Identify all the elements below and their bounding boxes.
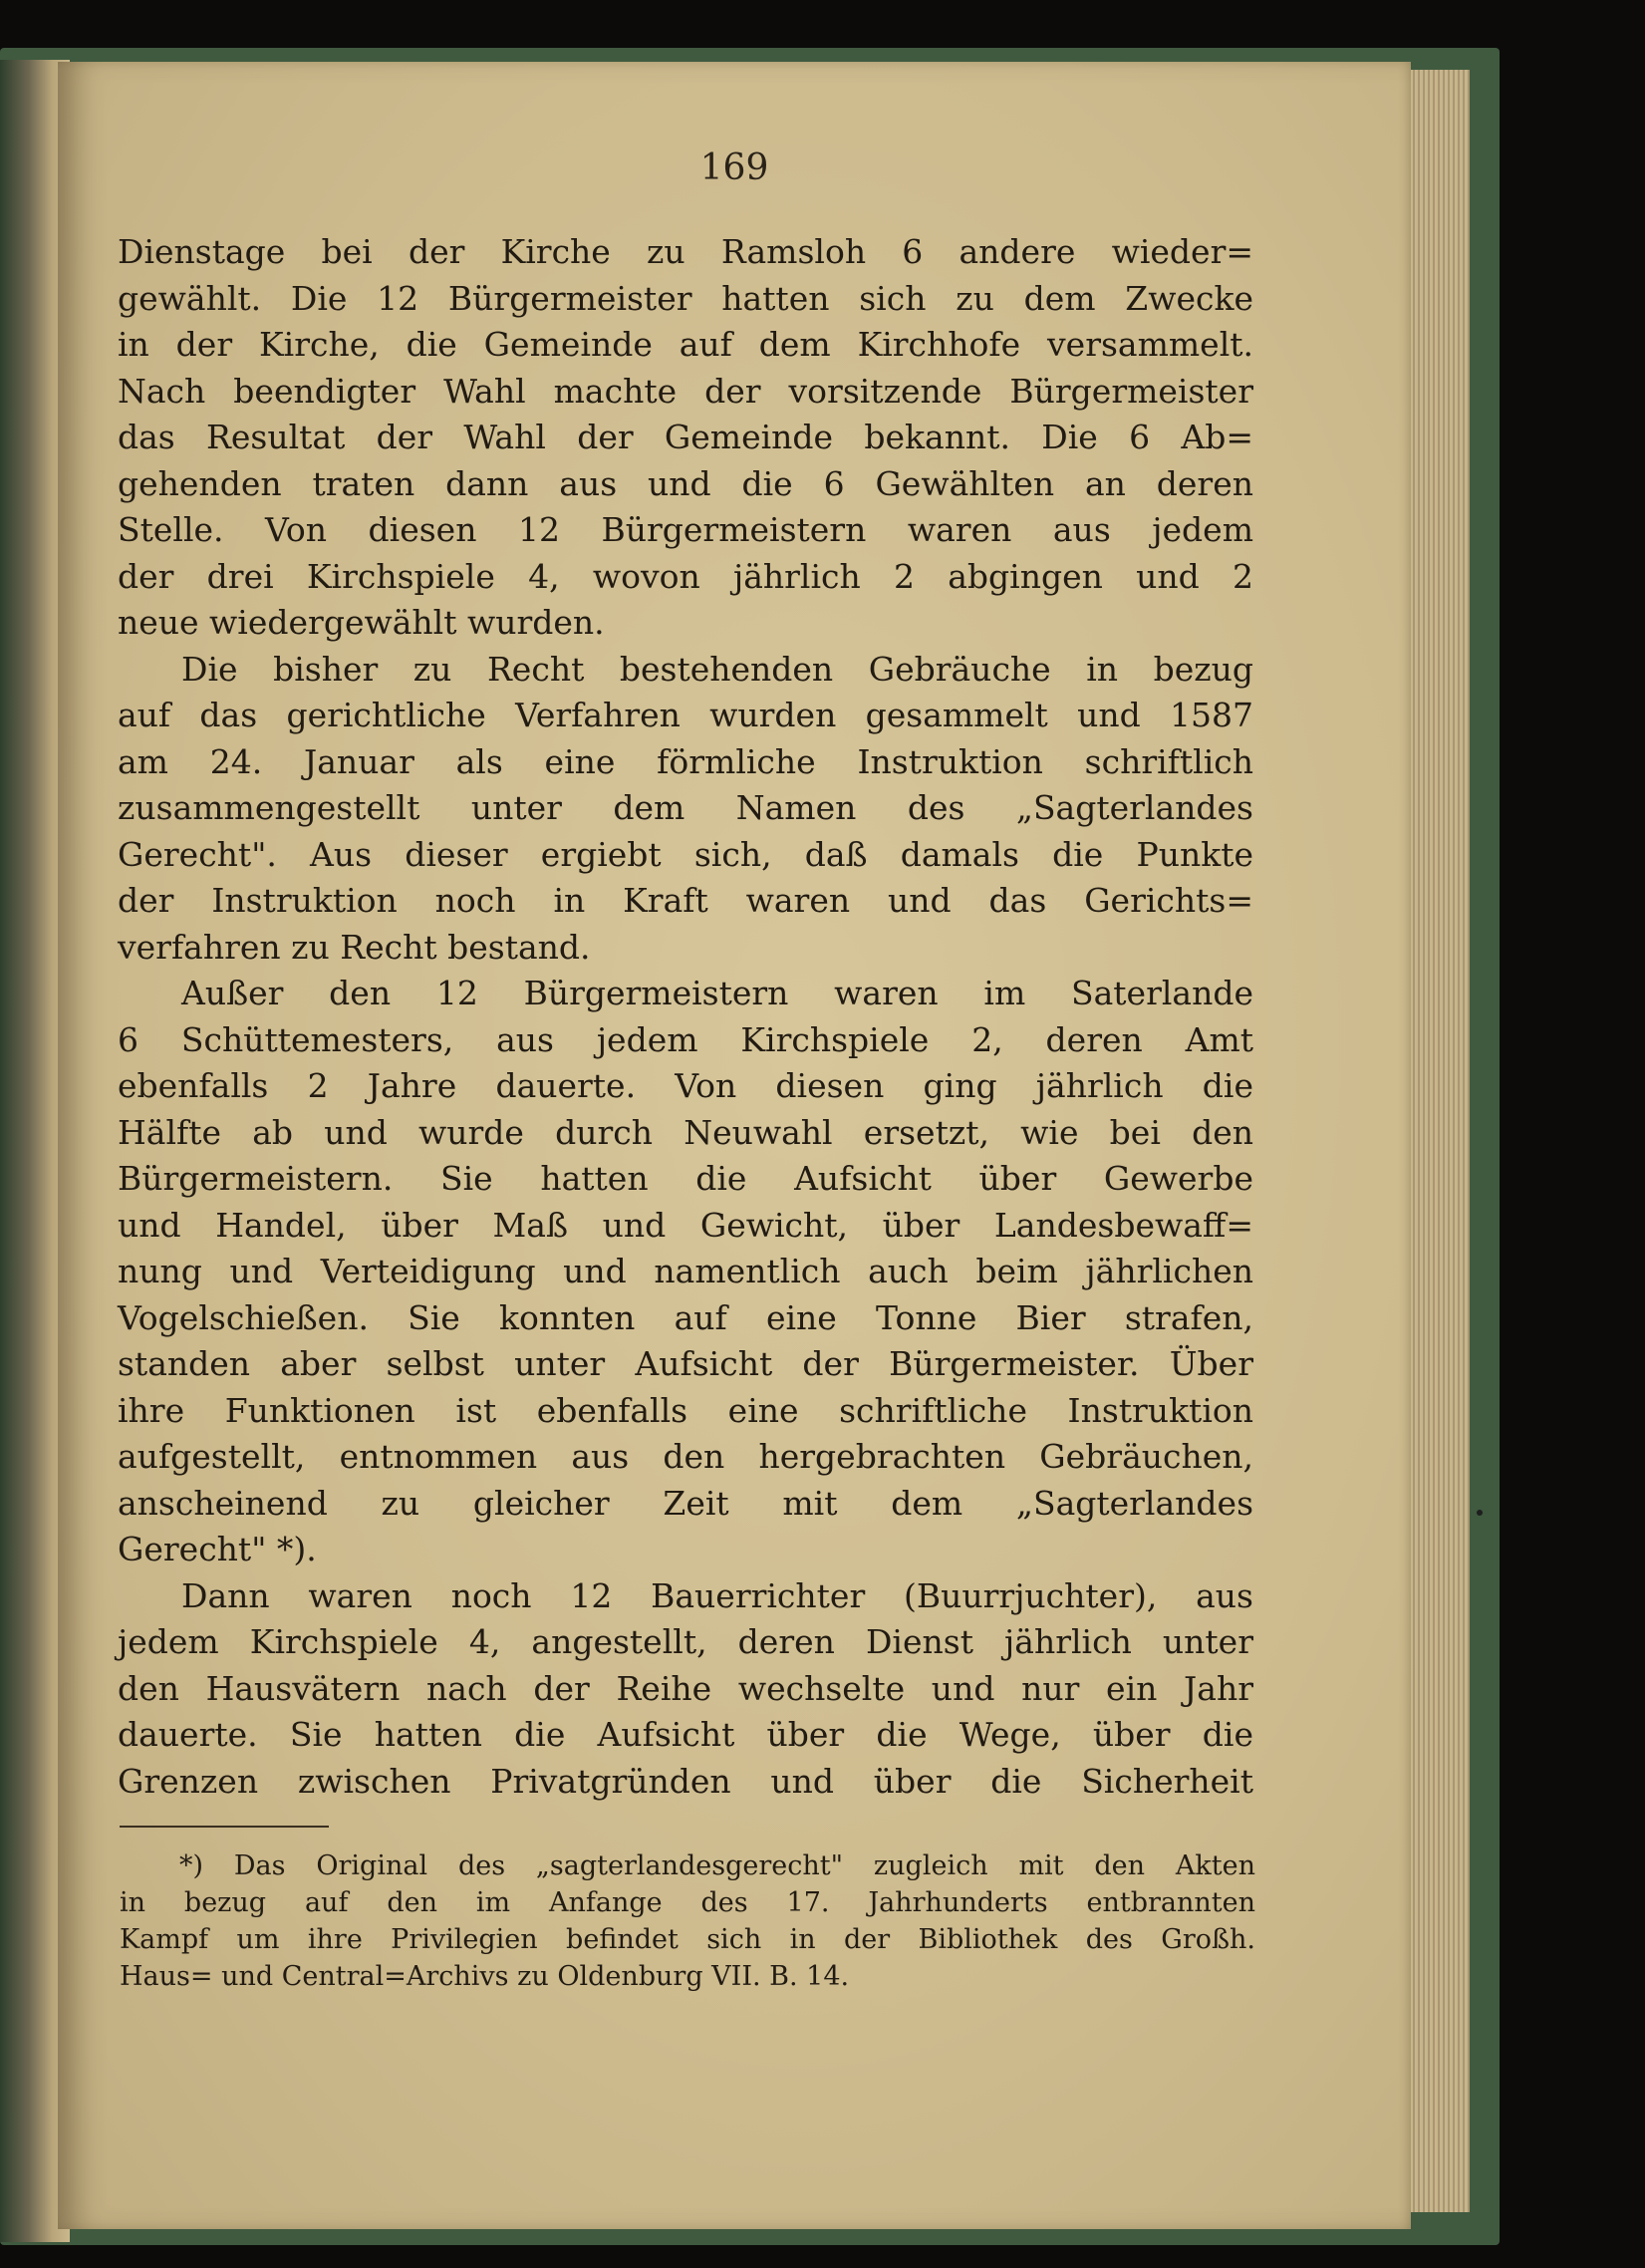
text-line: Gerecht" *). [118,1530,317,1568]
text-line: Hälfte ab und wurde durch Neuwahl ersetzt, wie bei den [118,1112,1253,1152]
text-line: Stelle. Von diesen 12 Bürgermeistern waren aus jedem [118,510,1253,549]
text-line: das Resultat der Wahl der Gemeinde bekannt. Die 6 Ab= [118,418,1253,456]
text-line: der drei Kirchspiele 4, wovon jährlich 2 abgingen und 2 [118,556,1253,596]
text-line: auf das gerichtliche Verfahren wurden gesammelt und 1587 [118,696,1253,734]
text-line: in der Kirche, die Gemeinde auf dem Kirchhofe versammelt. [118,325,1253,364]
footnote-line: in bezug auf den im Anfange des 17. Jahrhunderts entbrannten [120,1887,1255,1918]
text-line: Vogelschießen. Sie konnten auf eine Tonne Bier strafen, [118,1297,1253,1337]
text-line: Die bisher zu Recht bestehenden Gebräuche in bezug [181,649,1253,689]
text-line: ihre Funktionen ist ebenfalls eine schriftliche Instruktion [118,1390,1253,1430]
footnote-line: Haus= und Central=Archivs zu Oldenburg VII. B. 14. [120,1961,850,1992]
text-line: am 24. Januar als eine förmliche Instruktion schriftlich [118,741,1253,781]
text-line: Dienstage bei der Kirche zu Ramsloh 6 andere wieder= [118,232,1253,271]
text-line: nung und Verteidigung und namentlich auch beim jährlichen [118,1252,1253,1290]
text-line: standen aber selbst unter Aufsicht der Bürgermeister. Über [118,1344,1253,1383]
text-line: Dann waren noch 12 Bauerrichter (Buurrjuchter), aus [181,1575,1253,1615]
text-line: gehenden traten dann aus und die 6 Gewählten an deren [118,463,1253,503]
footnote-line: Kampf um ihre Privilegien befindet sich in der Bibliothek des Großh. [120,1924,1255,1955]
footnote-line: *) Das Original des „sagterlandesgerecht" zugleich mit den Akten [179,1850,1255,1881]
text-line: Grenzen zwischen Privatgründen und über die Sicherheit [118,1761,1253,1801]
text-line: Gerecht". Aus dieser ergiebt sich, daß damals die Punkte [118,834,1253,874]
footnote-rule [120,1826,329,1828]
text-line: Nach beendigter Wahl machte der vorsitzende Bürgermeister [118,371,1253,411]
page-number: 169 [699,147,769,188]
text-line: Bürgermeistern. Sie hatten die Aufsicht über Gewerbe [118,1159,1253,1198]
text-line: aufgestellt, entnommen aus den hergebrachten Gebräuchen, [118,1437,1253,1476]
text-line: gewählt. Die 12 Bürgermeister hatten sich zu dem Zwecke [118,278,1253,318]
text-line: zusammengestellt unter dem Namen des „Sagterlandes [118,788,1253,827]
footnote [120,1847,1255,1995]
text-line: 6 Schüttemesters, aus jedem Kirchspiele 2, deren Amt [118,1019,1253,1059]
text-line: neue wiedergewählt wurden. [118,603,605,642]
body-text [118,229,1253,1805]
text-line: verfahren zu Recht bestand. [118,927,591,967]
text-line: jedem Kirchspiele 4, angestellt, deren Dienst jährlich unter [118,1622,1253,1661]
text-line: dauerte. Sie hatten die Aufsicht über die Wege, über die [118,1715,1253,1754]
text-line: den Hausvätern nach der Reihe wechselte und nur ein Jahr [118,1668,1253,1708]
text-line: der Instruktion noch in Kraft waren und das Gerichts= [118,881,1253,920]
text-line: anscheinend zu gleicher Zeit mit dem „Sagterlandes [118,1483,1253,1523]
book-page [58,62,1411,2229]
text-line: und Handel, über Maß und Gewicht, über Landesbewaff= [118,1205,1253,1245]
text-line: ebenfalls 2 Jahre dauerte. Von diesen ging jährlich die [118,1066,1253,1105]
text-line: Außer den 12 Bürgermeistern waren im Saterlande [181,974,1253,1012]
margin-mark [1477,1510,1483,1516]
